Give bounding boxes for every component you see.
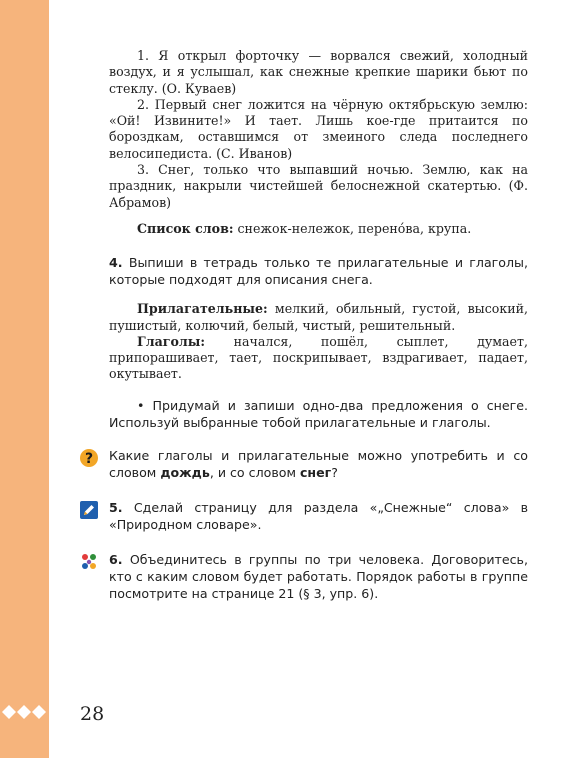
question-block — [84, 447, 528, 481]
task-5-block — [109, 499, 528, 533]
task-5-number: 5. — [109, 499, 123, 515]
svg-text:?: ? — [84, 450, 94, 467]
task-6-block — [109, 551, 528, 602]
text-3: 3. Снег, только что выпавший ночью. Землю, как на праздник, накрыли чистейшей белоснежной скатертью. (Ф. Абрамов) — [109, 162, 528, 210]
word-list — [109, 221, 528, 237]
pencil-icon — [79, 500, 99, 520]
task-6 — [109, 551, 528, 602]
text-2: 2. Первый снег ложится на чёрную октябрьскую землю: «Ой! Извините!» И тает. Лишь кое-где притаится по бороздкам, оставшимся от змеиного следа последнего велосипедиста. (С. Иванов) — [109, 96, 528, 161]
task-4-text: Выпиши в тетрадь только те прилагательные и глаголы, которые подходят для описания снега. — [109, 255, 528, 288]
question-word-rain: дождь — [160, 464, 210, 480]
word-list-label: Список слов: — [137, 220, 234, 236]
page-content — [84, 48, 528, 602]
adjectives-list — [109, 301, 528, 334]
diamond-ornament — [0, 702, 49, 722]
adjectives-label: Прилагательные: — [137, 301, 268, 317]
task-5 — [109, 499, 528, 533]
task-6-text: Объединитесь в группы по три человека. Договоритесь, кто с каким словом будет работать. Порядок работы в группе посмотрите на странице 21 (§ 3, упр. 6). — [109, 551, 528, 601]
task-5-text: Сделай страницу для раздела «„Снежные“ слова» в «Природном словаре». — [109, 499, 528, 532]
text-1: 1. Я открыл форточку — ворвался свежий, холодный воздух, и я услышал, как снежные крепкие шарики бьют по стеклу. (О. Куваев) — [109, 48, 528, 96]
adjectives-words: мелкий, обильный, густой, высокий, пушистый, колючий, белый, чистый, решительный. — [109, 301, 528, 333]
bullet-task: • Придумай и запиши одно-два предложения о снеге. Используй выбранные тобой прилагательные и глаголы. — [109, 397, 528, 430]
group-icon — [79, 552, 99, 572]
question-part-c: ? — [331, 464, 338, 480]
question-text — [109, 447, 528, 481]
task-4 — [109, 254, 528, 288]
question-part-b: , и со словом — [209, 464, 300, 480]
page-number: 28 — [80, 703, 105, 725]
word-list-words: снежок-нележок, перено́ва, крупа. — [237, 220, 472, 236]
task-4-number: 4. — [109, 255, 123, 271]
question-word-snow: снег — [299, 464, 332, 480]
task-6-number: 6. — [109, 551, 123, 567]
verbs-label: Глаголы: — [137, 333, 206, 349]
verbs-list — [109, 334, 528, 383]
verbs-words: начался, пошёл, сыплет, думает, припорашивает, тает, поскрипывает, вздрагивает, падает, окутывает. — [109, 333, 528, 382]
question-icon — [79, 448, 99, 468]
margin-strip — [0, 0, 49, 758]
question-part-a: Какие глаголы и прилагательные можно употребить и со словом — [109, 447, 528, 480]
